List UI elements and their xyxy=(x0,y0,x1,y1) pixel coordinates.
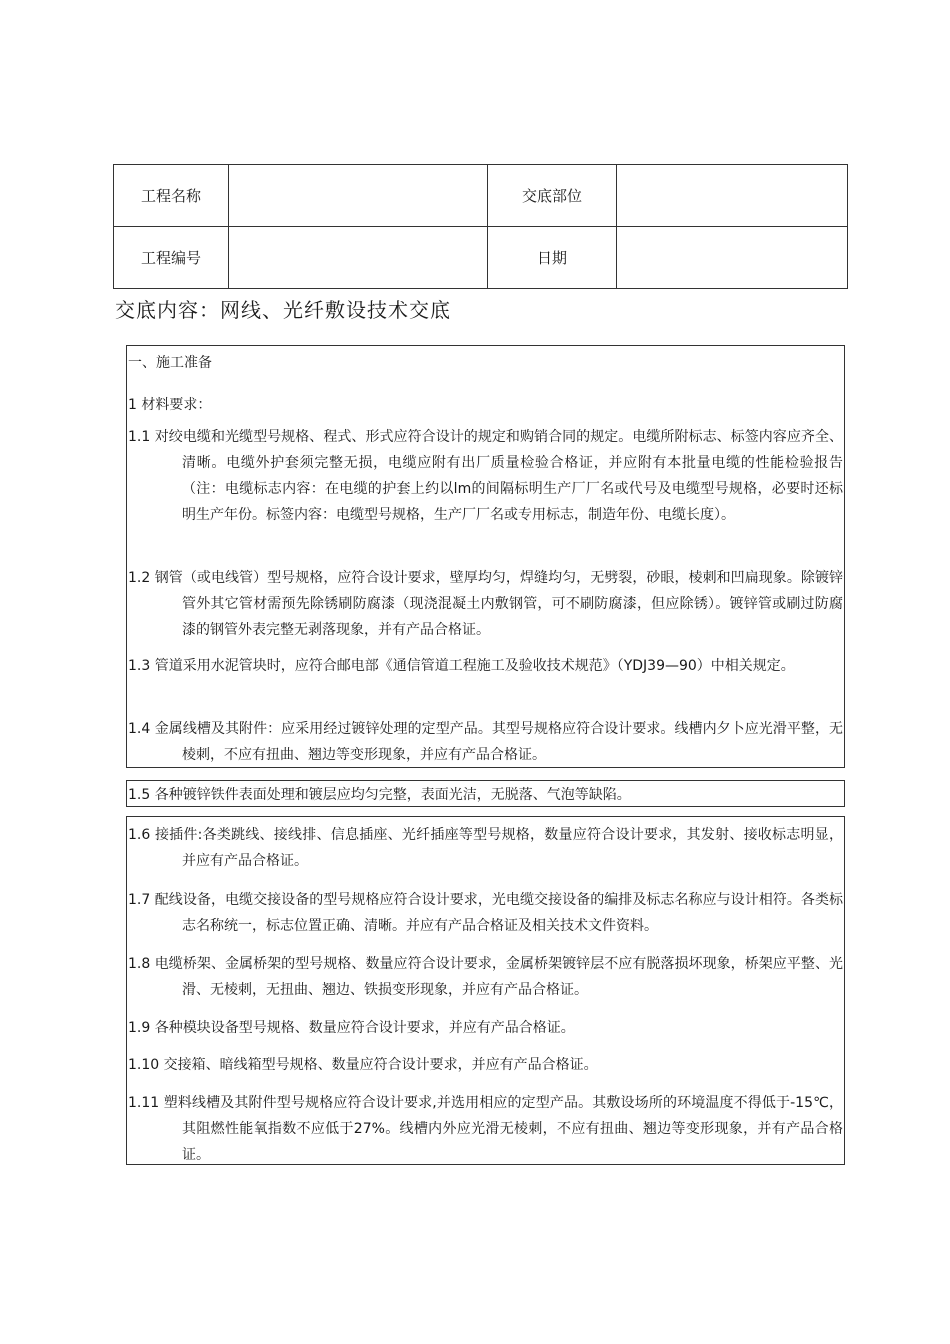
handover-part-value xyxy=(617,165,848,227)
table-row xyxy=(114,165,848,227)
list-item: 1.4 金属线槽及其附件：应采用经过镀锌处理的定型产品。其型号规格应符合设计要求。线槽内夕卜应光滑平整，无棱刺，不应有扭曲、翘边等变形现象，并应有产品合格证。 xyxy=(128,721,843,763)
list-item: 1.8 电缆桥架、金属桥架的型号规格、数量应符合设计要求，金属桥架镀锌层不应有脱落损坏现象，桥架应平整、光滑、无棱刺，无扭曲、翘边、铁损变形现象，并应有产品合格证。 xyxy=(128,956,843,998)
project-number-label: 工程编号 xyxy=(114,227,229,289)
section-components xyxy=(126,816,845,1165)
date-value xyxy=(617,227,848,289)
list-item: 1.5 各种镀锌铁件表面处理和镀层应均匀完整，表面光洁，无脱落、气泡等缺陷。 xyxy=(128,787,631,803)
section-galvanized-parts xyxy=(126,780,845,807)
project-name-value xyxy=(229,165,488,227)
list-item: 1.3 管道采用水泥管块时，应符合邮电部《通信管道工程施工及验收技术规范》（YDJ39—90）中相关规定。 xyxy=(128,658,795,674)
list-item: 1.7 配线设备，电缆交接设备的型号规格应符合设计要求，光电缆交接设备的编排及标志名称应与设计相符。各类标志名称统一，标志位置正确、清晰。并应有产品合格证及相关技术文件资料。 xyxy=(128,892,843,934)
section-subtitle: 1 材料要求： xyxy=(128,397,212,413)
table-row xyxy=(114,227,848,289)
list-item: 1.6 接插件:各类跳线、接线排、信息插座、光纤插座等型号规格，数量应符合设计要求，其发射、接收标志明显，并应有产品合格证。 xyxy=(128,827,843,869)
project-name-label: 工程名称 xyxy=(114,165,229,227)
handover-part-label: 交底部位 xyxy=(488,165,617,227)
section-construction-preparation xyxy=(126,345,845,768)
date-label: 日期 xyxy=(488,227,617,289)
list-item: 1.2 钢管（或电线管）型号规格，应符合设计要求，壁厚均匀，焊缝均匀，无劈裂，砂眼，棱刺和凹扁现象。除镀锌管外其它管材需预先除锈刷防腐漆（现浇混凝土内敷钢管，可不刷防腐漆，但应除锈）。镀锌管或刷过防腐漆的钢管外表完整无剥落现象，并有产品合格证。 xyxy=(128,570,843,638)
list-item: 1.11 塑料线槽及其附件型号规格应符合设计要求,并选用相应的定型产品。其敷设场所的环境温度不得低于-15℃，其阻燃性能氧指数不应低于27%。线槽内外应光滑无棱刺，不应有扭曲、翘边等变形现象，并有产品合格证。 xyxy=(128,1095,843,1163)
project-info-table xyxy=(113,164,848,289)
list-item: 1.9 各种模块设备型号规格、数量应符合设计要求，并应有产品合格证。 xyxy=(128,1020,575,1036)
list-item: 1.10 交接箱、暗线箱型号规格、数量应符合设计要求，并应有产品合格证。 xyxy=(128,1057,598,1073)
section-title: 一、施工准备 xyxy=(128,355,212,371)
page-title: 交底内容：网线、光纤敷设技术交底 xyxy=(115,298,451,322)
project-number-value xyxy=(229,227,488,289)
list-item: 1.1 对绞电缆和光缆型号规格、程式、形式应符合设计的规定和购销合同的规定。电缆所附标志、标签内容应齐全、清晰。电缆外护套须完整无损，电缆应附有出厂质量检验合格证，并应附有本批量电缆的性能检验报告（注：电缆标志内容：在电缆的护套上约以lm的间隔标明生产厂厂名或代号及电缆型号规格，必要时还标明生产年份。标签内容：电缆型号规格，生产厂厂名或专用标志，制造年份、电缆长度）。 xyxy=(128,429,843,523)
